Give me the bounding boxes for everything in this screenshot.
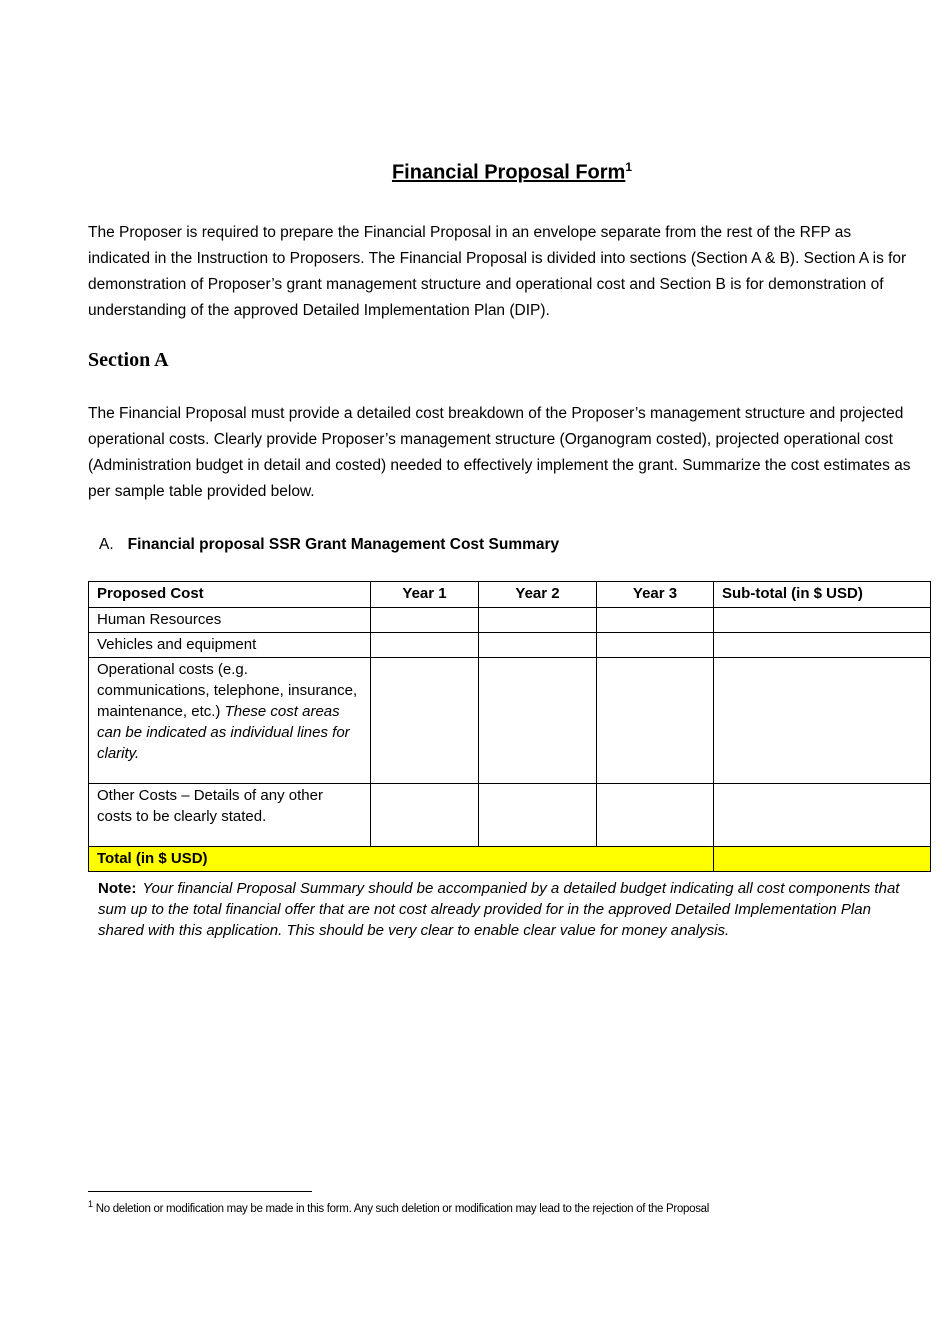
- section-a-paragraph: The Financial Proposal must provide a detailed cost breakdown of the Proposer’s management structure and projected operational costs. Clearly provide Proposer’s management structure (Organogram costed), projected operational cost (Administration budget in detail and costed) needed to effectively implement the grant. Summarize the cost estimates as per sample table provided below.: [88, 405, 911, 500]
- cell-year-1[interactable]: [371, 658, 479, 784]
- page-title-text: Financial Proposal Form: [391, 161, 626, 184]
- operational-costs-italic-note: These cost areas can be indicated as individual lines for clarity.: [97, 703, 350, 762]
- footnote: [88, 1199, 709, 1215]
- cell-subtotal[interactable]: [714, 633, 931, 658]
- cell-year-2[interactable]: [479, 608, 597, 633]
- total-value-cell[interactable]: [714, 847, 931, 872]
- cell-year-1[interactable]: [371, 633, 479, 658]
- operational-costs-text: Operational costs (e.g. communications, telephone, insurance, maintenance, etc.): [97, 661, 358, 720]
- cost-summary-heading: [99, 536, 559, 554]
- header-subtotal: Sub-total (in $ USD): [714, 582, 931, 608]
- cell-year-3[interactable]: [597, 608, 714, 633]
- cell-subtotal[interactable]: [714, 608, 931, 633]
- table-row: [89, 784, 931, 847]
- table-header-row: [89, 582, 931, 608]
- note-label: Note:: [98, 880, 137, 897]
- total-row: [89, 847, 931, 872]
- header-year-3: Year 3: [597, 582, 714, 608]
- cost-summary-heading-text: Financial proposal SSR Grant Management Cost Summary: [127, 536, 560, 553]
- cell-subtotal[interactable]: [714, 658, 931, 784]
- cell-year-2[interactable]: [479, 658, 597, 784]
- table-row: [89, 608, 931, 633]
- row-label-vehicles: Vehicles and equipment: [89, 633, 371, 658]
- cell-year-3[interactable]: [597, 784, 714, 847]
- footnote-marker: 1: [88, 1199, 93, 1209]
- note: [98, 878, 918, 941]
- header-year-1: Year 1: [371, 582, 479, 608]
- cell-year-1[interactable]: [371, 784, 479, 847]
- cell-year-1[interactable]: [371, 608, 479, 633]
- row-label-operational-costs: [89, 658, 371, 784]
- footnote-divider: [88, 1191, 312, 1192]
- cell-year-3[interactable]: [597, 658, 714, 784]
- footnote-text: No deletion or modification may be made in this form. Any such deletion or modification may lead to the rejection of the Proposal: [95, 1202, 710, 1215]
- cell-year-2[interactable]: [479, 784, 597, 847]
- cell-year-3[interactable]: [597, 633, 714, 658]
- row-label-other-costs: Other Costs – Details of any other costs to be clearly stated.: [89, 784, 371, 847]
- row-label-human-resources: Human Resources: [89, 608, 371, 633]
- cell-subtotal[interactable]: [714, 784, 931, 847]
- table-row: [89, 633, 931, 658]
- header-year-2: Year 2: [479, 582, 597, 608]
- page-title: [0, 160, 950, 185]
- cost-summary-table: [88, 581, 931, 872]
- total-label: Total (in $ USD): [89, 847, 714, 872]
- section-a-heading: Section A: [88, 349, 169, 371]
- list-marker: A.: [99, 536, 114, 553]
- header-proposed-cost: Proposed Cost: [89, 582, 371, 608]
- title-footnote-marker: 1: [625, 160, 633, 174]
- table-row: [89, 658, 931, 784]
- note-text: Your financial Proposal Summary should be accompanied by a detailed budget indicating all cost components that sum up to the total financial offer that are not cost already provided for in the approved Detailed Implementation Plan shared with this application. This should be very clear to enable clear value for money analysis.: [98, 880, 900, 939]
- cell-year-2[interactable]: [479, 633, 597, 658]
- intro-paragraph: The Proposer is required to prepare the Financial Proposal in an envelope separate from the rest of the RFP as indicated in the Instruction to Proposers. The Financial Proposal is divided into sections (Section A & B). Section A is for demonstration of Proposer’s grant management structure and operational cost and Section B is for demonstration of understanding of the approved Detailed Implementation Plan (DIP).: [88, 224, 907, 319]
